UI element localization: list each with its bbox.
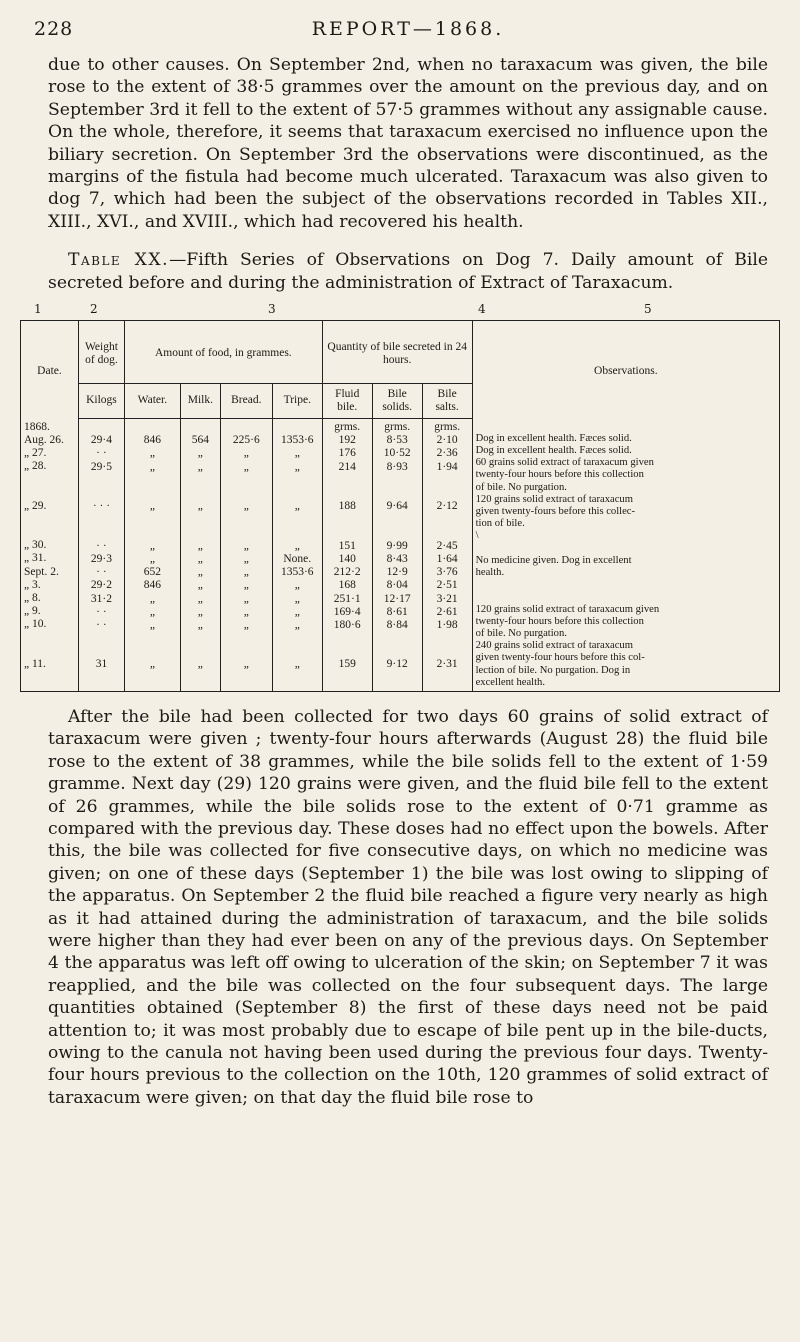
table-cell-water xyxy=(128,513,177,526)
column-numbers xyxy=(34,300,768,320)
column-number: 2 xyxy=(90,302,98,317)
observation-line: twenty-four hours before this collection xyxy=(475,615,644,627)
table-cell-tripe: 1353·6 xyxy=(280,566,314,579)
observation-line: health. xyxy=(475,566,505,578)
observation-line: Dog in excellent health. Fæces solid. xyxy=(475,432,632,444)
table-cell-solids: 8·93 xyxy=(386,460,408,473)
table-cell-bread: „ xyxy=(243,605,249,618)
table-cell-date xyxy=(24,645,75,658)
table-cell-water xyxy=(128,474,177,487)
table-cell-date: „ 30. xyxy=(24,539,47,552)
table-cell-tripe xyxy=(276,527,319,540)
running-title: REPORT—1868. xyxy=(311,18,505,40)
intro-line: due to other causes. On September 2nd, when no taraxacum was given, xyxy=(48,55,694,75)
after-line: 0·71 gramme as compared with the previous day. These doses had no effect xyxy=(48,796,768,839)
table-cell-solids: 8·04 xyxy=(386,579,408,592)
table-cell-bread xyxy=(224,487,269,500)
tripe-header: Tripe. xyxy=(272,384,322,419)
table-cell-solids: 8·53 xyxy=(386,434,408,447)
table-cell-salts: 1·64 xyxy=(436,552,458,565)
table-cell-salts: 3·21 xyxy=(436,592,458,605)
table-cell-bread: „ xyxy=(243,579,249,592)
table-cell-weight: · · xyxy=(96,605,107,618)
observation-line: \ xyxy=(475,530,479,542)
table-cell-water: „ xyxy=(149,618,155,631)
table-cell-water: 846 xyxy=(143,434,162,447)
milk-column xyxy=(180,419,220,692)
table-cell-date: „ 27. xyxy=(24,446,47,459)
table-cell-date: „ 31. xyxy=(24,552,47,565)
table-cell-salts: 2·10 xyxy=(436,434,458,447)
running-head xyxy=(34,14,768,54)
table-cell-tripe xyxy=(276,487,319,500)
table-cell-date: 1868. xyxy=(24,420,50,433)
table-cell-fluid: 180·6 xyxy=(333,618,361,631)
table-cell-solids xyxy=(376,527,419,540)
after-line: solid extract of taraxacum were given; on that day the fluid bile rose to xyxy=(48,1065,768,1108)
table-cell-fluid: 176 xyxy=(338,447,356,460)
intro-line: the bile rose to the extent of 38·5 grammes over the amount on the previous xyxy=(48,55,768,98)
table-cell-milk: „ xyxy=(197,658,203,671)
table-cell-fluid: 212·2 xyxy=(333,566,361,579)
table-cell-solids xyxy=(376,645,419,658)
table-cell-weight: · · xyxy=(96,566,107,579)
table-cell-date: Sept. 2. xyxy=(24,565,59,578)
table-cell-date: „ 28. xyxy=(24,460,47,473)
observation-line: Dog in excellent health. Fæces solid. xyxy=(475,444,632,456)
table-cell-water xyxy=(128,632,177,645)
table-cell-bread xyxy=(224,474,269,487)
table-cell-salts: 1·94 xyxy=(436,460,458,473)
table-label: Table XX. xyxy=(68,250,170,271)
kilogs-header: Kilogs xyxy=(78,384,124,419)
observations-header: Observations. xyxy=(472,321,779,419)
table-cell-fluid: 214 xyxy=(338,460,356,473)
observation-line: 240 grains solid extract of taraxacum xyxy=(475,640,633,652)
observation-line: lection of bile. No purgation. Dog in xyxy=(475,664,631,676)
table-cell-fluid: grms. xyxy=(334,421,361,434)
table-cell-milk xyxy=(184,645,217,658)
table-cell-fluid: 168 xyxy=(338,579,356,592)
observation-line xyxy=(476,421,776,433)
table-cell-salts: grms. xyxy=(434,421,461,434)
bile-solids-header: Bile solids. xyxy=(372,384,422,419)
table-cell-milk xyxy=(184,421,217,434)
table-cell-salts: 2·61 xyxy=(436,605,458,618)
table-cell-tripe: „ xyxy=(294,579,300,592)
date-header: Date. xyxy=(21,321,79,419)
page xyxy=(24,14,769,1109)
table-cell-tripe: „ xyxy=(294,605,300,618)
table-cell-date: „ 11. xyxy=(24,657,46,670)
table-cell-tripe xyxy=(276,632,319,645)
table-cell-salts: 1·98 xyxy=(436,618,458,631)
bile-salts-header: Bile salts. xyxy=(422,384,472,419)
table-cell-weight: 29·3 xyxy=(90,552,112,565)
table-cell-water: „ xyxy=(149,658,155,671)
table-cell-water: „ xyxy=(149,460,155,473)
after-line: fell to the extent of 26 grammes, while the bile solids rose to the extent of xyxy=(48,774,768,817)
table-caption-text: —Fifth Series of Observations on Dog 7. Daily amount of Bile secreted before and during the administration of Extract of Taraxacum. xyxy=(48,250,768,293)
table-cell-weight: · · · xyxy=(92,500,111,513)
table-cell-milk xyxy=(184,487,217,500)
table-cell-fluid: 151 xyxy=(338,539,356,552)
table-cell-salts xyxy=(426,632,469,645)
after-line: ever been on any of the previous days. On September 4 the apparatus was xyxy=(48,931,769,974)
weight-header: Weight of dog. xyxy=(78,321,124,384)
table-cell-weight xyxy=(82,487,121,500)
table-cell-bread: „ xyxy=(243,539,249,552)
table-cell-weight: 31·2 xyxy=(90,592,112,605)
table-cell-milk: „ xyxy=(197,605,203,618)
fluid-bile-column xyxy=(322,419,372,692)
table-cell-bread xyxy=(224,632,269,645)
table-cell-weight xyxy=(82,474,121,487)
table-cell-salts: 2·31 xyxy=(436,658,458,671)
table-cell-bread: „ xyxy=(243,618,249,631)
tripe-column xyxy=(272,419,322,692)
table-cell-salts xyxy=(426,527,469,540)
table-cell-salts: 2·45 xyxy=(436,539,458,552)
table-caption xyxy=(48,249,768,294)
table-cell-milk: „ xyxy=(197,592,203,605)
table-cell-tripe: „ xyxy=(294,447,300,460)
table-cell-tripe: „ xyxy=(294,500,300,513)
observation-line: 120 grains solid extract of taraxacum xyxy=(475,493,633,505)
intro-line: were discontinued, as the margins of the fistula had become much ulcerated. xyxy=(48,144,768,188)
column-number: 4 xyxy=(478,302,486,317)
table-cell-solids: 9·99 xyxy=(386,539,408,552)
table-cell-fluid: 188 xyxy=(338,500,356,513)
column-number: 5 xyxy=(644,302,652,317)
table-cell-date xyxy=(24,632,75,645)
after-line: of 1·59 gramme. Next day (29) 120 grains were given, and the fluid bile xyxy=(48,751,768,795)
data-table xyxy=(20,320,780,692)
food-header: Amount of food, in grammes. xyxy=(124,321,322,384)
table-cell-bread xyxy=(224,527,269,540)
table-cell-milk: „ xyxy=(197,500,203,513)
observation-line xyxy=(476,543,776,555)
after-paragraph xyxy=(48,706,768,1109)
observation-line: excellent health. xyxy=(475,676,546,688)
after-line: to; it was most probably due to escape of bile pent up in the bile-ducts, xyxy=(133,1020,768,1041)
table-cell-tripe xyxy=(276,513,319,526)
table-cell-bread: „ xyxy=(243,460,249,473)
after-line: and the bile was collected on the four subsequent days. The large quantities xyxy=(48,975,768,1019)
table-cell-fluid: 159 xyxy=(338,658,356,671)
table-cell-fluid xyxy=(326,645,369,658)
table-cell-milk xyxy=(184,527,217,540)
weight-column xyxy=(78,419,124,692)
table-cell-milk: „ xyxy=(197,579,203,592)
table-cell-water: „ xyxy=(149,592,155,605)
intro-line: day, and on September 3rd it fell to the extent of 57·5 grammes without any xyxy=(48,77,769,120)
after-line: left off owing to ulceration of the skin; on September 7 it was reapplied, xyxy=(48,953,768,996)
table-cell-bread xyxy=(224,645,269,658)
date-column xyxy=(21,419,79,692)
table-cell-weight: · · xyxy=(96,447,107,460)
bread-header: Bread. xyxy=(220,384,272,419)
table-cell-fluid: 192 xyxy=(338,434,356,447)
table-cell-salts xyxy=(426,474,469,487)
column-number: 3 xyxy=(268,302,276,317)
table-cell-water: 846 xyxy=(143,579,162,592)
table-cell-water xyxy=(128,421,177,434)
table-cell-bread: „ xyxy=(243,552,249,565)
bread-column xyxy=(220,419,272,692)
table-cell-tripe xyxy=(276,645,319,658)
table-cell-bread xyxy=(224,421,269,434)
table-cell-water: „ xyxy=(149,447,155,460)
after-line: taraxacum were given ; twenty-four hours afterwards (August 28) the fluid xyxy=(48,729,728,750)
table-cell-milk: „ xyxy=(197,460,203,473)
table-cell-date: Aug. 26. xyxy=(24,433,64,446)
table-cell-tripe: „ xyxy=(294,658,300,671)
table-cell-weight: 31 xyxy=(95,658,108,671)
observation-line: 60 grains solid extract of taraxacum given xyxy=(475,457,654,469)
intro-line: recovered his health. xyxy=(339,211,524,232)
table-cell-weight xyxy=(82,632,121,645)
table-cell-solids xyxy=(376,513,419,526)
table-cell-milk: „ xyxy=(197,566,203,579)
table-cell-tripe: „ xyxy=(294,460,300,473)
table-cell-date xyxy=(24,526,75,539)
table-cell-solids: 9·12 xyxy=(386,658,408,671)
water-header: Water. xyxy=(124,384,180,419)
table-cell-date: „ 3. xyxy=(24,578,41,591)
table-cell-solids: 8·61 xyxy=(386,605,408,618)
observation-line: given twenty-fours before this collec- xyxy=(475,505,636,517)
table-cell-milk: „ xyxy=(197,552,203,565)
after-line: fluid bile reached a figure very nearly as high as it had attained during the xyxy=(48,886,768,929)
table-cell-bread: „ xyxy=(243,592,249,605)
observations-column xyxy=(472,419,779,692)
table-cell-solids xyxy=(376,487,419,500)
table-cell-weight xyxy=(82,527,121,540)
observation-line: twenty-four hours before this collection xyxy=(475,469,644,481)
intro-paragraph xyxy=(48,54,768,233)
table-cell-solids: 12·9 xyxy=(386,566,408,579)
table-cell-date xyxy=(24,513,75,526)
table-cell-tripe xyxy=(276,474,319,487)
table-cell-water xyxy=(128,645,177,658)
water-column xyxy=(124,419,180,692)
intro-line: observations recorded in Tables XII., XIII., XVI., and XVIII., which had xyxy=(48,189,768,232)
after-line: bile was lost owing to slipping of the apparatus. On September 2 the xyxy=(48,863,769,907)
table-cell-solids: 12·17 xyxy=(383,592,411,605)
table-cell-fluid xyxy=(326,513,369,526)
table-body-row xyxy=(21,419,780,692)
table-cell-weight: · · xyxy=(96,618,107,631)
observation-line: No medicine given. Dog in excellent xyxy=(475,554,632,566)
table-cell-water: „ xyxy=(149,605,155,618)
table-cell-fluid: 140 xyxy=(338,552,356,565)
table-cell-tripe: 1353·6 xyxy=(280,434,314,447)
bile-solids-column xyxy=(372,419,422,692)
observation-line: of bile. No purgation. xyxy=(475,481,567,493)
milk-header: Milk. xyxy=(180,384,220,419)
after-line: on which no medicine was given; on one of these days (September 1) the xyxy=(48,841,768,884)
table-cell-tripe: „ xyxy=(294,618,300,631)
table-cell-solids: 9·64 xyxy=(386,500,408,513)
after-line: After the bile had been collected for two days 60 grains of solid extract of xyxy=(68,706,768,727)
observation-line: tion of bile. xyxy=(475,518,525,530)
table-cell-water: „ xyxy=(149,552,155,565)
observation-line: of bile. No purgation. xyxy=(475,627,567,639)
column-number: 1 xyxy=(34,302,42,317)
intro-line: Taraxacum was also given to dog 7, which had been the subject of the xyxy=(48,167,768,210)
table-cell-date xyxy=(24,473,75,486)
table-cell-tripe xyxy=(276,421,319,434)
table-cell-fluid xyxy=(326,632,369,645)
table-cell-fluid: 251·1 xyxy=(333,592,361,605)
table-cell-milk xyxy=(184,513,217,526)
table-cell-weight xyxy=(82,645,121,658)
table-cell-salts xyxy=(426,645,469,658)
table-cell-fluid xyxy=(326,527,369,540)
bile-header: Quantity of bile secreted in 24 hours. xyxy=(322,321,472,384)
table-cell-bread: 225·6 xyxy=(232,434,260,447)
table-cell-fluid xyxy=(326,487,369,500)
intro-line: assignable cause. On the whole, therefore, it seems that taraxacum exercised xyxy=(48,99,768,143)
table-cell-weight: 29·5 xyxy=(90,460,112,473)
table-cell-milk: 564 xyxy=(191,434,209,447)
table-cell-water: „ xyxy=(149,500,155,513)
table-cell-salts: 2·36 xyxy=(436,447,458,460)
table-cell-water xyxy=(128,487,177,500)
table-cell-milk: „ xyxy=(197,618,203,631)
table-cell-solids: 8·84 xyxy=(386,618,408,631)
table-cell-date: „ 9. xyxy=(24,605,41,618)
table-cell-date: „ 8. xyxy=(24,592,41,604)
observation-line: given twenty-four hours before this col- xyxy=(475,652,645,664)
after-line: owing to the canula not having been used during the previous four days. xyxy=(48,1043,693,1064)
table-cell-salts xyxy=(426,513,469,526)
table-cell-bread: „ xyxy=(243,500,249,513)
after-line: obtained (September 8) the first of these days need not be paid attention xyxy=(48,998,768,1041)
after-line: upon the bowels. After this, the bile was collected for five consecutive days, xyxy=(48,819,768,862)
table-cell-water: „ xyxy=(149,539,155,552)
table-cell-solids: grms. xyxy=(384,421,411,434)
table-cell-solids: 10·52 xyxy=(383,447,411,460)
table-cell-milk: „ xyxy=(197,447,203,460)
table-cell-milk xyxy=(184,474,217,487)
table-cell-date: „ 10. xyxy=(24,618,47,631)
table-cell-tripe: None. xyxy=(283,552,312,565)
fluid-bile-header: Fluid bile. xyxy=(322,384,372,419)
page-number: 228 xyxy=(34,18,74,40)
table-cell-bread: „ xyxy=(243,566,249,579)
table-cell-weight xyxy=(82,421,121,434)
table-cell-fluid xyxy=(326,474,369,487)
bile-salts-column xyxy=(422,419,472,692)
table-cell-date: „ 29. xyxy=(24,499,47,512)
after-line: Twenty-four hours previous to the collection on the 10th, 120 grammes of xyxy=(48,1043,769,1086)
observation-line xyxy=(476,591,776,603)
table-cell-salts: 3·76 xyxy=(436,566,458,579)
table-cell-water: 652 xyxy=(143,566,162,579)
intro-line: no influence upon the biliary secretion. On September 3rd the observations xyxy=(48,122,768,165)
table-cell-fluid: 169·4 xyxy=(333,605,361,618)
table-cell-milk xyxy=(184,632,217,645)
table-cell-salts: 2·12 xyxy=(436,500,458,513)
table-cell-date xyxy=(24,487,75,500)
table-cell-milk: „ xyxy=(197,539,203,552)
observation-line xyxy=(476,579,776,591)
table-cell-solids: 8·43 xyxy=(386,552,408,565)
table-cell-solids xyxy=(376,474,419,487)
table-cell-bread: „ xyxy=(243,658,249,671)
table-cell-weight: 29·2 xyxy=(90,579,112,592)
table-cell-bread xyxy=(224,513,269,526)
table-cell-bread: „ xyxy=(243,447,249,460)
table-cell-salts: 2·51 xyxy=(436,579,458,592)
table-cell-tripe: „ xyxy=(294,539,300,552)
table-cell-weight xyxy=(82,513,121,526)
table-cell-tripe: „ xyxy=(294,592,300,605)
table-cell-weight: 29·4 xyxy=(90,434,112,447)
table-cell-salts xyxy=(426,487,469,500)
after-line: bile rose to the extent of 38 grammes, while the bile solids fell to the extent xyxy=(48,729,768,772)
table-cell-water xyxy=(128,527,177,540)
after-line: administration of taraxacum, and the bile solids were higher than they had xyxy=(48,908,768,952)
table-cell-weight: · · xyxy=(96,539,107,552)
table-cell-solids xyxy=(376,632,419,645)
observation-line: 120 grains solid extract of taraxacum given xyxy=(475,603,660,615)
